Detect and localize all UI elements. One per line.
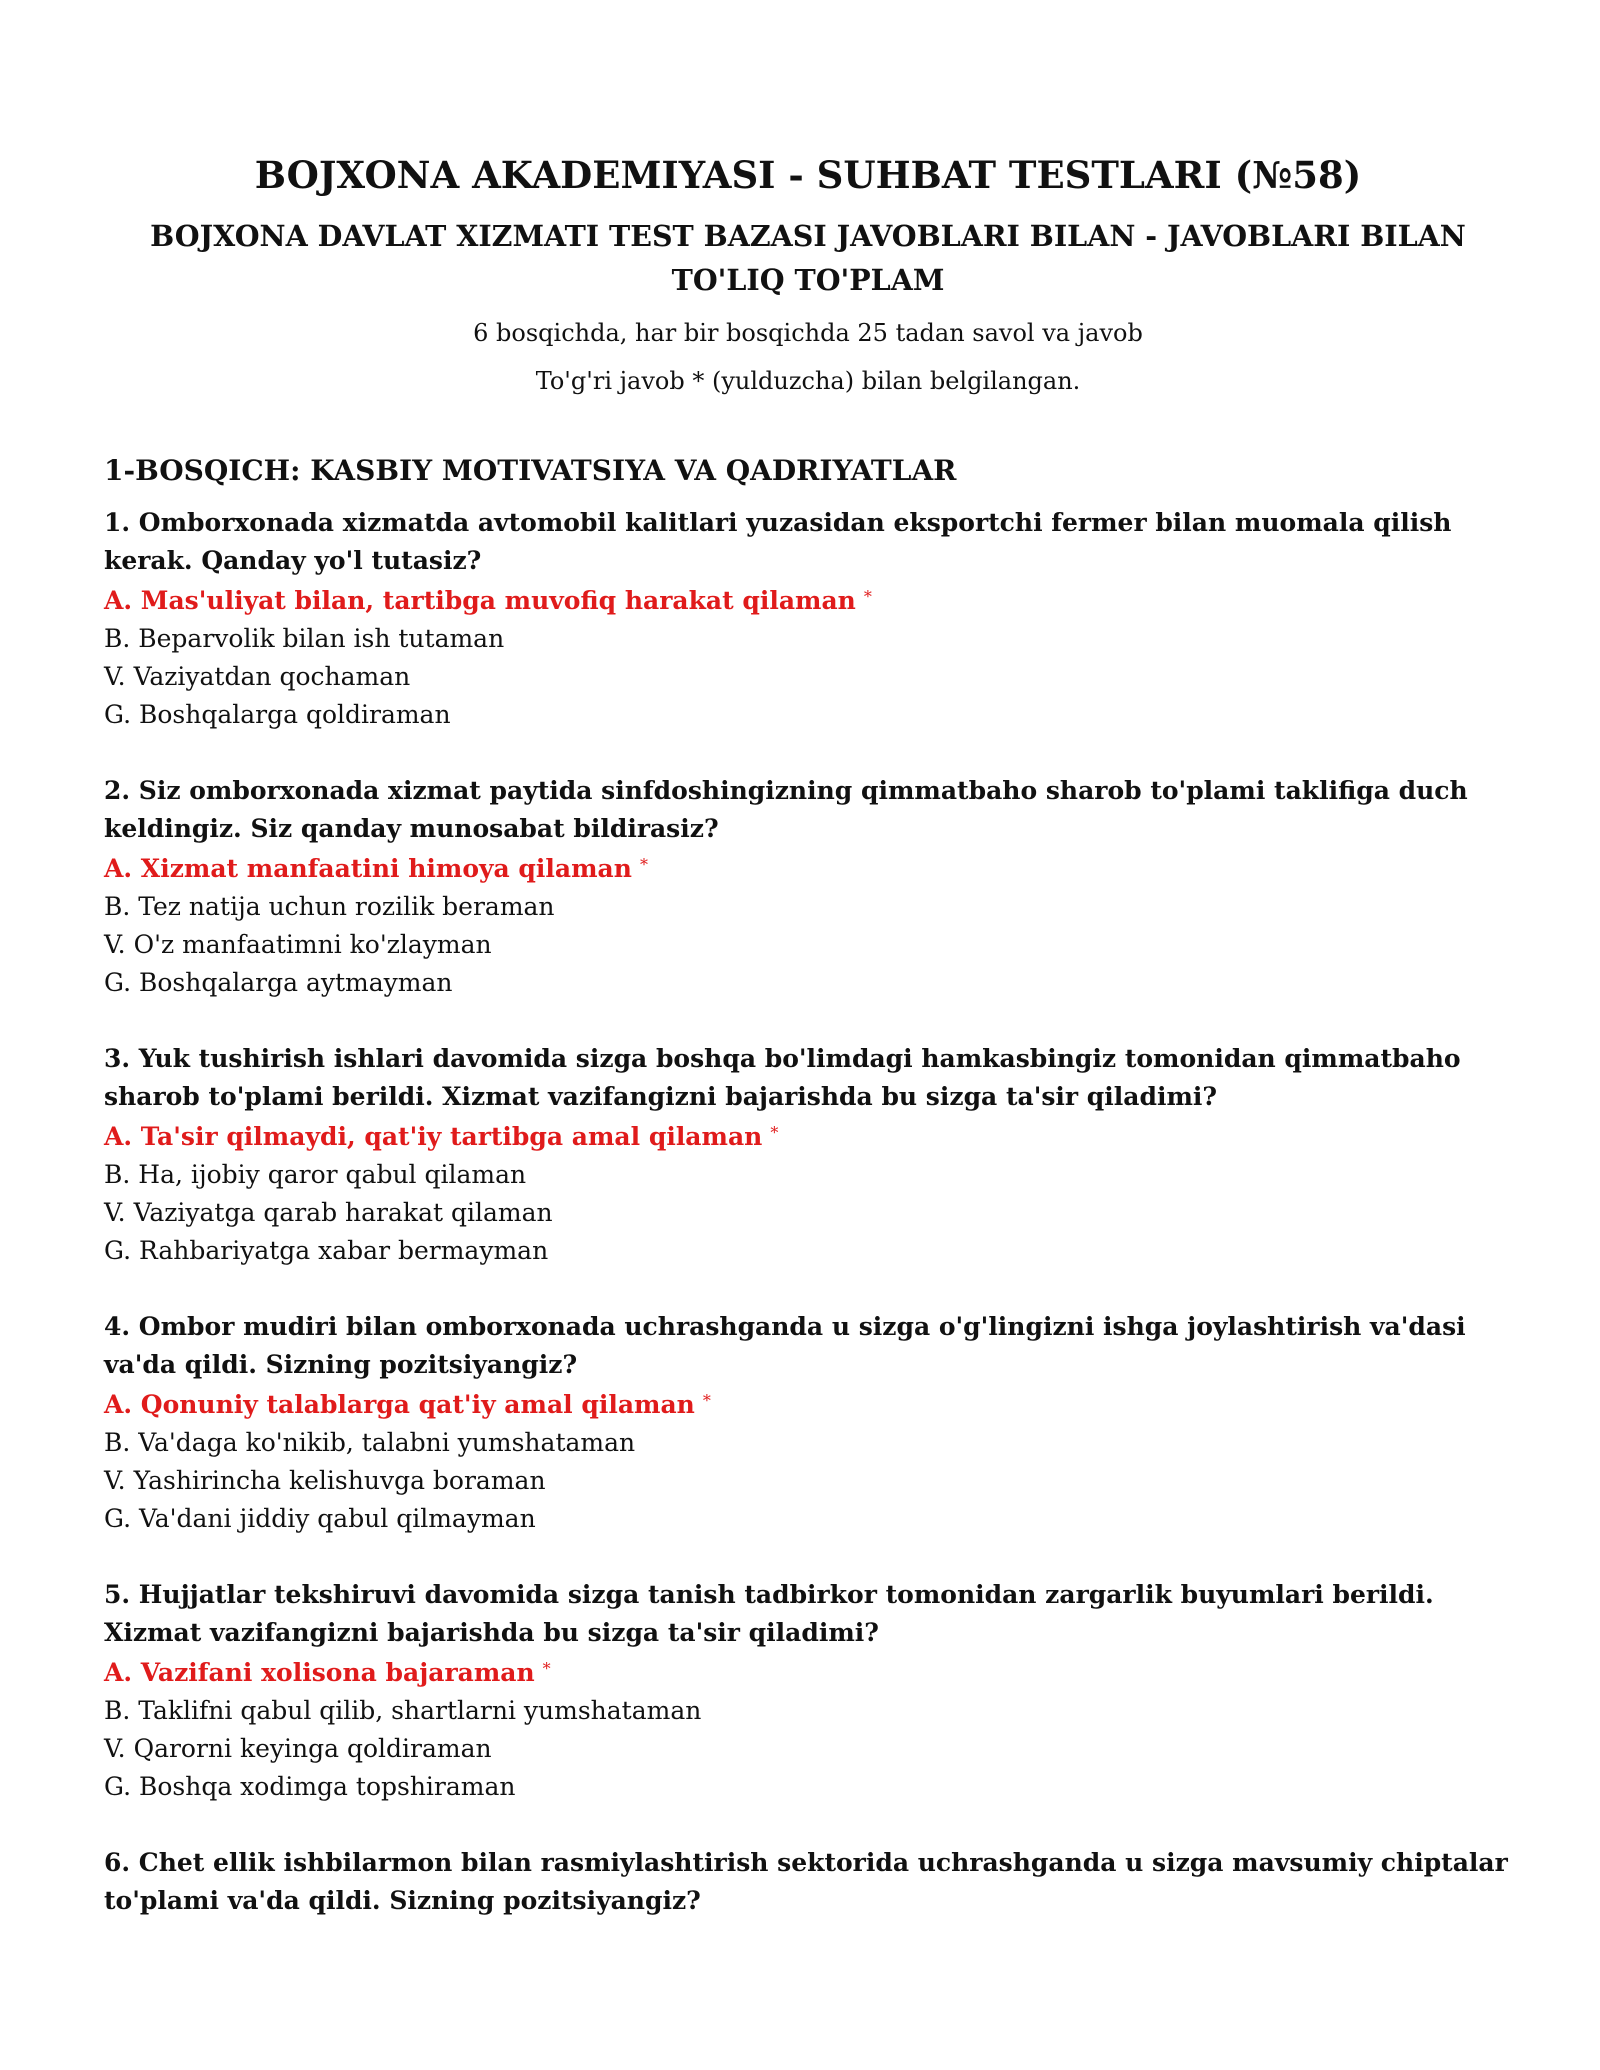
option-label: A. Qonuniy talablarga qat'iy amal qilaman bbox=[104, 1390, 695, 1419]
document-title: BOJXONA AKADEMIYASI - SUHBAT TESTLARI (№58) bbox=[254, 153, 1362, 197]
question-item bbox=[104, 1308, 1512, 1538]
correct-star-marker: * bbox=[863, 587, 872, 606]
option-label: A. Ta'sir qilmaydi, qat'iy tartibga amal qilaman bbox=[104, 1122, 763, 1151]
option: G. Boshqalarga qoldiraman bbox=[104, 700, 451, 729]
option: G. Boshqa xodimga topshiraman bbox=[104, 1772, 516, 1801]
option-label: A. Vazifani xolisona bajaraman bbox=[104, 1658, 535, 1687]
option: V. Vaziyatga qarab harakat qilaman bbox=[104, 1198, 553, 1227]
question-text: 1. Omborxonada xizmatda avtomobil kalitlari yuzasidan eksportchi fermer bilan muomala qilish kerak. Qanday yo'l tutasiz? bbox=[104, 508, 1452, 575]
question-text: 2. Siz omborxonada xizmat paytida sinfdoshingizning qimmatbaho sharob to'plami taklifiga duch keldingiz. Siz qanday munosabat bildirasiz? bbox=[104, 776, 1468, 843]
option: B. Tez natija uchun rozilik beraman bbox=[104, 892, 555, 921]
option: V. O'z manfaatimni ko'zlayman bbox=[104, 930, 492, 959]
document-subtitle: BOJXONA DAVLAT XIZMATI TEST BAZASI JAVOBLARI BILAN - JAVOBLARI BILAN TO'LIQ TO'PLAM bbox=[150, 219, 1466, 297]
option: B. Taklifni qabul qilib, shartlarni yumshataman bbox=[104, 1696, 702, 1725]
option: G. Boshqalarga aytmayman bbox=[104, 968, 453, 997]
option: B. Beparvolik bilan ish tutaman bbox=[104, 624, 505, 653]
question-item bbox=[104, 1576, 1512, 1806]
correct-star-marker: * bbox=[639, 855, 648, 874]
option: G. Va'dani jiddiy qabul qilmayman bbox=[104, 1504, 536, 1533]
correct-star-marker: * bbox=[770, 1123, 779, 1142]
option-label: A. Xizmat manfaatini himoya qilaman bbox=[104, 854, 632, 883]
option: V. Yashirincha kelishuvga boraman bbox=[104, 1466, 546, 1495]
option: V. Vaziyatdan qochaman bbox=[104, 662, 411, 691]
option-correct bbox=[104, 582, 1512, 620]
question-text: 6. Chet ellik ishbilarmon bilan rasmiylashtirish sektorida uchrashganda u sizga mavsumiy chiptalar to'plami va'da qildi. Sizning pozitsiyangiz? bbox=[104, 1848, 1508, 1915]
option: B. Va'daga ko'nikib, talabni yumshataman bbox=[104, 1428, 636, 1457]
intro-line-1: 6 bosqichda, har bir bosqichda 25 tadan savol va javob bbox=[473, 319, 1143, 347]
option-correct bbox=[104, 1118, 1512, 1156]
question-item bbox=[104, 504, 1512, 734]
option-correct bbox=[104, 1386, 1512, 1424]
option-correct bbox=[104, 1654, 1512, 1692]
option: G. Rahbariyatga xabar bermayman bbox=[104, 1236, 549, 1265]
intro-line-2: To'g'ri javob * (yulduzcha) bilan belgilangan. bbox=[535, 367, 1081, 395]
question-text: 4. Ombor mudiri bilan omborxonada uchrashganda u sizga o'g'lingizni ishga joylashtirish va'dasi va'da qildi. Sizning pozitsiyangiz? bbox=[104, 1312, 1466, 1379]
stage-heading: 1-BOSQICH: KASBIY MOTIVATSIYA VA QADRIYATLAR bbox=[104, 454, 957, 487]
option-correct bbox=[104, 850, 1512, 888]
correct-star-marker: * bbox=[542, 1659, 551, 1678]
question-item bbox=[104, 1844, 1512, 1920]
correct-star-marker: * bbox=[702, 1391, 711, 1410]
option-label: A. Mas'uliyat bilan, tartibga muvofiq harakat qilaman bbox=[104, 586, 856, 615]
option: B. Ha, ijobiy qaror qabul qilaman bbox=[104, 1160, 527, 1189]
option: V. Qarorni keyinga qoldiraman bbox=[104, 1734, 492, 1763]
question-text: 3. Yuk tushirish ishlari davomida sizga boshqa bo'limdagi hamkasbingiz tomonidan qimmatbaho sharob to'plami berildi. Xizmat vazifangizni bajarishda bu sizga ta'sir qiladimi? bbox=[104, 1044, 1461, 1111]
question-text: 5. Hujjatlar tekshiruvi davomida sizga tanish tadbirkor tomonidan zargarlik buyumlari berildi. Xizmat vazifangizni bajarishda bu sizga ta'sir qiladimi? bbox=[104, 1580, 1434, 1647]
question-item bbox=[104, 1040, 1512, 1270]
question-item bbox=[104, 772, 1512, 1002]
